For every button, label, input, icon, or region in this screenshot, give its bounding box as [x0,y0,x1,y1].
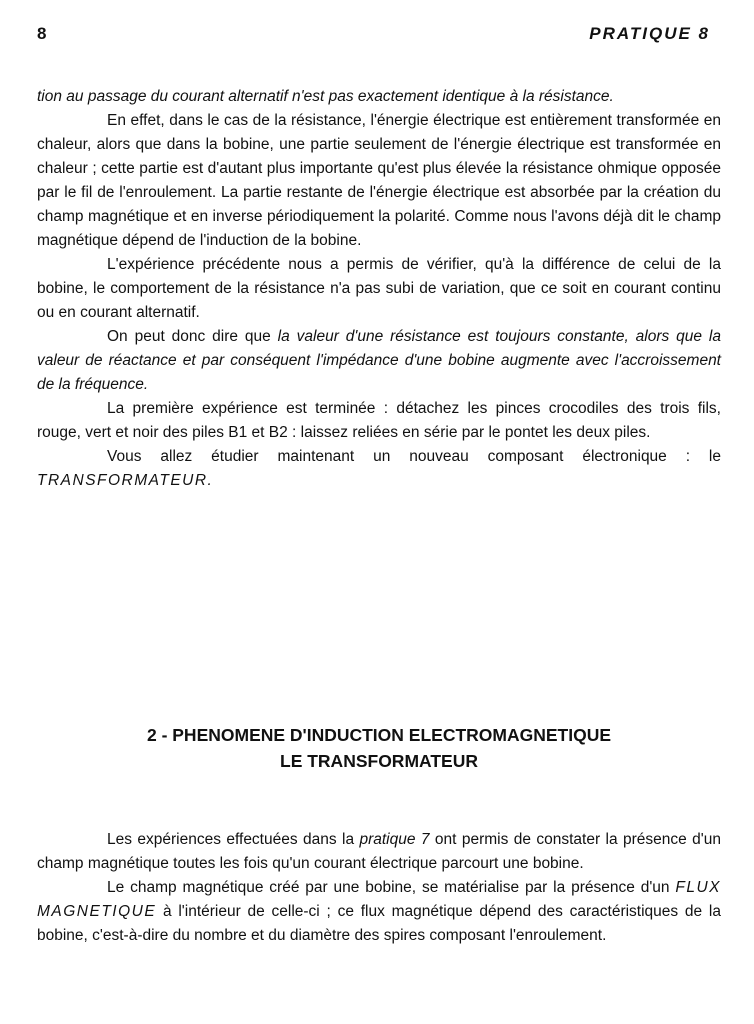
intro-text-block [37,85,721,493]
intro-paragraph-6-lead: Vous allez étudier maintenant un nouveau composant électronique : le [107,448,721,465]
section-paragraph-2 [37,876,721,948]
intro-paragraph-4-emphasis: la valeur d'une résistance est toujours constante, alors que la valeur de réactance et par conséquent l'impédance d'une bobine augmente avec l'accroissement de la fréquence. [37,328,721,393]
section-paragraph-1-reference: pratique 7 [359,831,430,848]
section-text-block [37,828,721,948]
section-paragraph-1-lead: Les expériences effectuées dans la [107,831,360,848]
intro-paragraph-4-lead: On peut donc dire que [107,328,278,345]
page-number: 8 [37,24,47,43]
section-paragraph-2-rest: à l'intérieur de celle-ci ; ce flux magnétique dépend des caractéristiques de la bobine, c'est-à-dire du nombre et du diamètre des spires composant l'enroulement. [37,903,721,944]
section-heading [37,722,721,774]
section-paragraph-1 [37,828,721,876]
section-paragraph-2-lead: Le champ magnétique créé par une bobine, se matérialise par la présence d'un [107,879,676,896]
section-paragraph-2-term: FLUX MAGNETIQUE [37,879,721,920]
intro-paragraph-5: La première expérience est terminée : détachez les pinces crocodiles des trois fils, rouge, vert et noir des piles B1 et B2 : laissez reliées en série par le pontet les deux piles. [37,400,721,441]
intro-paragraph-6-term: TRANSFORMATEUR. [37,472,214,489]
section-heading-line-2: LE TRANSFORMATEUR [280,751,478,771]
intro-paragraph-3: L'expérience précédente nous a permis de vérifier, qu'à la différence de celui de la bobine, le comportement de la résistance n'a pas subi de variation, que ce soit en courant continu ou en courant alternatif. [37,256,721,321]
section-heading-line-1: 2 - PHENOMENE D'INDUCTION ELECTROMAGNETIQUE [146,725,612,745]
section-paragraph-1-rest: ont permis de constater la présence d'un champ magnétique toutes les fois qu'un courant électrique parcourt une bobine. [37,831,721,872]
running-title: PRATIQUE 8 [589,24,710,43]
intro-paragraph-1: tion au passage du courant alternatif n'est pas exactement identique à la résistance. [37,88,614,105]
intro-paragraph-6 [37,445,721,493]
intro-paragraph-2: En effet, dans le cas de la résistance, l'énergie électrique est entièrement transformée en chaleur, alors que dans la bobine, une partie seulement de l'énergie électrique est transformée en chaleur ; cette partie est d'autant plus importante qu'est plus élevée la résistance ohmique opposée par le fil de l'enroulement. La partie restante de l'énergie électrique est absorbée par la création du champ magnétique et en inverse périodiquement la polarité. Comme nous l'avons déjà dit le champ magnétique dépend de l'induction de la bobine. [37,112,721,249]
intro-paragraph-4 [37,325,721,397]
